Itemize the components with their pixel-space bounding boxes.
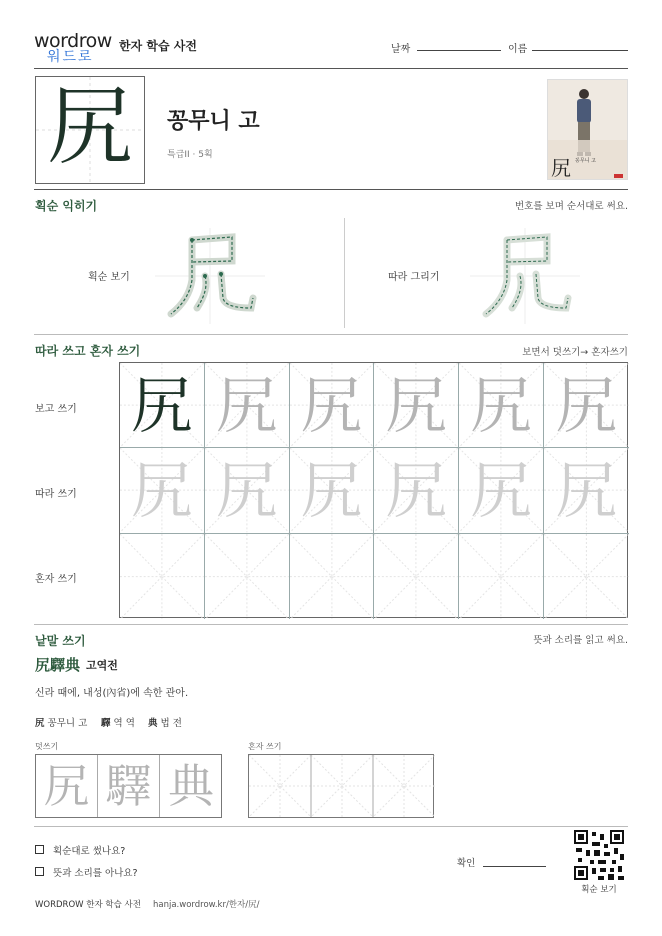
practice-char: 尻 [470, 454, 533, 528]
practice-grid[interactable] [119, 362, 628, 618]
practice-cell[interactable] [544, 448, 629, 533]
logo-hangul: 워드로 [47, 49, 94, 65]
section-divider [34, 334, 628, 335]
thumb-reading: 꽁무니 고 [575, 158, 596, 164]
section-divider [34, 624, 628, 625]
confirm-label: 확인 [457, 858, 476, 869]
practice-cell[interactable] [205, 448, 290, 533]
stroke-divider [344, 218, 345, 328]
practice-section-note: 보면서 덧쓰기→ 혼자쓰기 [522, 347, 628, 358]
gloss-char: 驛 [101, 718, 111, 729]
practice-cell[interactable] [120, 534, 205, 619]
word-trace-cell[interactable]: 典 [168, 759, 214, 813]
date-label: 날짜 [391, 44, 411, 55]
stroke-view-label: 획순 보기 [88, 272, 130, 283]
practice-char: 尻 [300, 454, 363, 528]
gloss-char: 尻 [35, 718, 45, 729]
practice-section-title: 따라 쓰고 혼자 쓰기 [35, 344, 141, 358]
checkbox-icon[interactable] [35, 845, 44, 854]
practice-char: 尻 [130, 369, 193, 442]
check-meaning[interactable] [35, 865, 138, 879]
checkbox-icon[interactable] [35, 867, 44, 876]
stroke-trace-label: 따라 그리기 [388, 272, 440, 283]
word-section-title: 낱말 쓰기 [35, 634, 86, 648]
name-label: 이름 [508, 44, 528, 55]
practice-cell[interactable] [544, 363, 629, 448]
section-divider [34, 189, 628, 190]
hanja-reading: 꽁무니 고 [167, 109, 260, 134]
gloss-reading: 역 역 [113, 718, 135, 729]
date-line [417, 50, 501, 51]
name-line [532, 50, 628, 51]
qr-code-icon[interactable] [574, 830, 624, 880]
practice-cell[interactable] [120, 448, 205, 533]
practice-char: 尻 [300, 369, 363, 442]
word-trace-cell[interactable]: 驛 [98, 755, 160, 817]
gloss-reading: 법 전 [160, 718, 182, 729]
footer-brand: WORDROW 한자 학습 사전 [35, 900, 141, 910]
section-divider [34, 826, 628, 827]
word-trace-label: 덧쓰기 [35, 742, 59, 751]
stroke-trace-diagram [470, 228, 580, 324]
practice-cell[interactable] [374, 448, 459, 533]
practice-char: 尻 [130, 454, 193, 528]
logo-wordmark: wordrow [34, 30, 112, 52]
hanja-character: 尻 [47, 77, 133, 177]
word-section-note: 뜻과 소리를 읽고 써요. [533, 635, 628, 646]
confirm-line [483, 866, 546, 867]
thumb-char: 尻 [551, 156, 571, 180]
row-label-trace: 따라 쓰기 [35, 489, 77, 500]
gloss-2 [101, 715, 135, 729]
practice-cell[interactable] [374, 534, 459, 619]
illustration-thumbnail [547, 79, 628, 180]
check-label: 뜻과 소리를 아나요? [53, 868, 138, 879]
practice-char: 尻 [385, 369, 448, 442]
word-definition: 신라 때에, 내성(內省)에 속한 관아. [35, 688, 189, 699]
practice-cell[interactable] [459, 534, 544, 619]
practice-cell[interactable] [290, 534, 375, 619]
practice-cell[interactable] [290, 363, 375, 448]
hanja-meta: 특급II · 5획 [167, 150, 213, 160]
word-trace-box[interactable] [35, 754, 222, 818]
word-solo-box[interactable] [248, 754, 434, 818]
gloss-1 [35, 715, 87, 729]
stroke-order-diagram [155, 228, 265, 324]
practice-char: 尻 [555, 454, 618, 528]
page-title: 한자 학습 사전 [119, 39, 197, 53]
header-divider [34, 68, 628, 69]
qr-label: 획순 보기 [581, 885, 617, 895]
practice-cell[interactable] [290, 448, 375, 533]
practice-cell[interactable] [205, 534, 290, 619]
practice-cell[interactable] [459, 363, 544, 448]
practice-char: 尻 [385, 454, 448, 528]
word-solo-label: 혼자 쓰기 [248, 742, 282, 751]
stroke-section-title: 획순 익히기 [35, 199, 98, 213]
row-label-view: 보고 쓰기 [35, 404, 77, 415]
practice-char: 尻 [555, 369, 618, 442]
footer-url[interactable]: hanja.wordrow.kr/한자/尻/ [153, 900, 260, 910]
check-label: 획순대로 썼나요? [53, 846, 126, 857]
practice-cell[interactable] [459, 448, 544, 533]
practice-cell[interactable] [120, 363, 205, 448]
check-stroke-order[interactable] [35, 843, 125, 857]
practice-cell[interactable] [374, 363, 459, 448]
practice-cell[interactable] [205, 363, 290, 448]
stroke-section-note: 번호를 보며 순서대로 써요. [514, 201, 628, 212]
row-label-solo: 혼자 쓰기 [35, 574, 77, 585]
practice-char: 尻 [215, 454, 278, 528]
practice-char: 尻 [215, 369, 278, 442]
practice-char: 尻 [470, 369, 533, 442]
word-hanja: 尻驛典 [35, 656, 81, 674]
gloss-char: 典 [148, 718, 158, 729]
practice-cell[interactable] [544, 534, 629, 619]
gloss-3 [148, 715, 182, 729]
word-hangul: 고역전 [86, 659, 118, 672]
gloss-reading: 꽁무니 고 [47, 718, 88, 729]
word-trace-cell[interactable]: 尻 [36, 755, 98, 817]
